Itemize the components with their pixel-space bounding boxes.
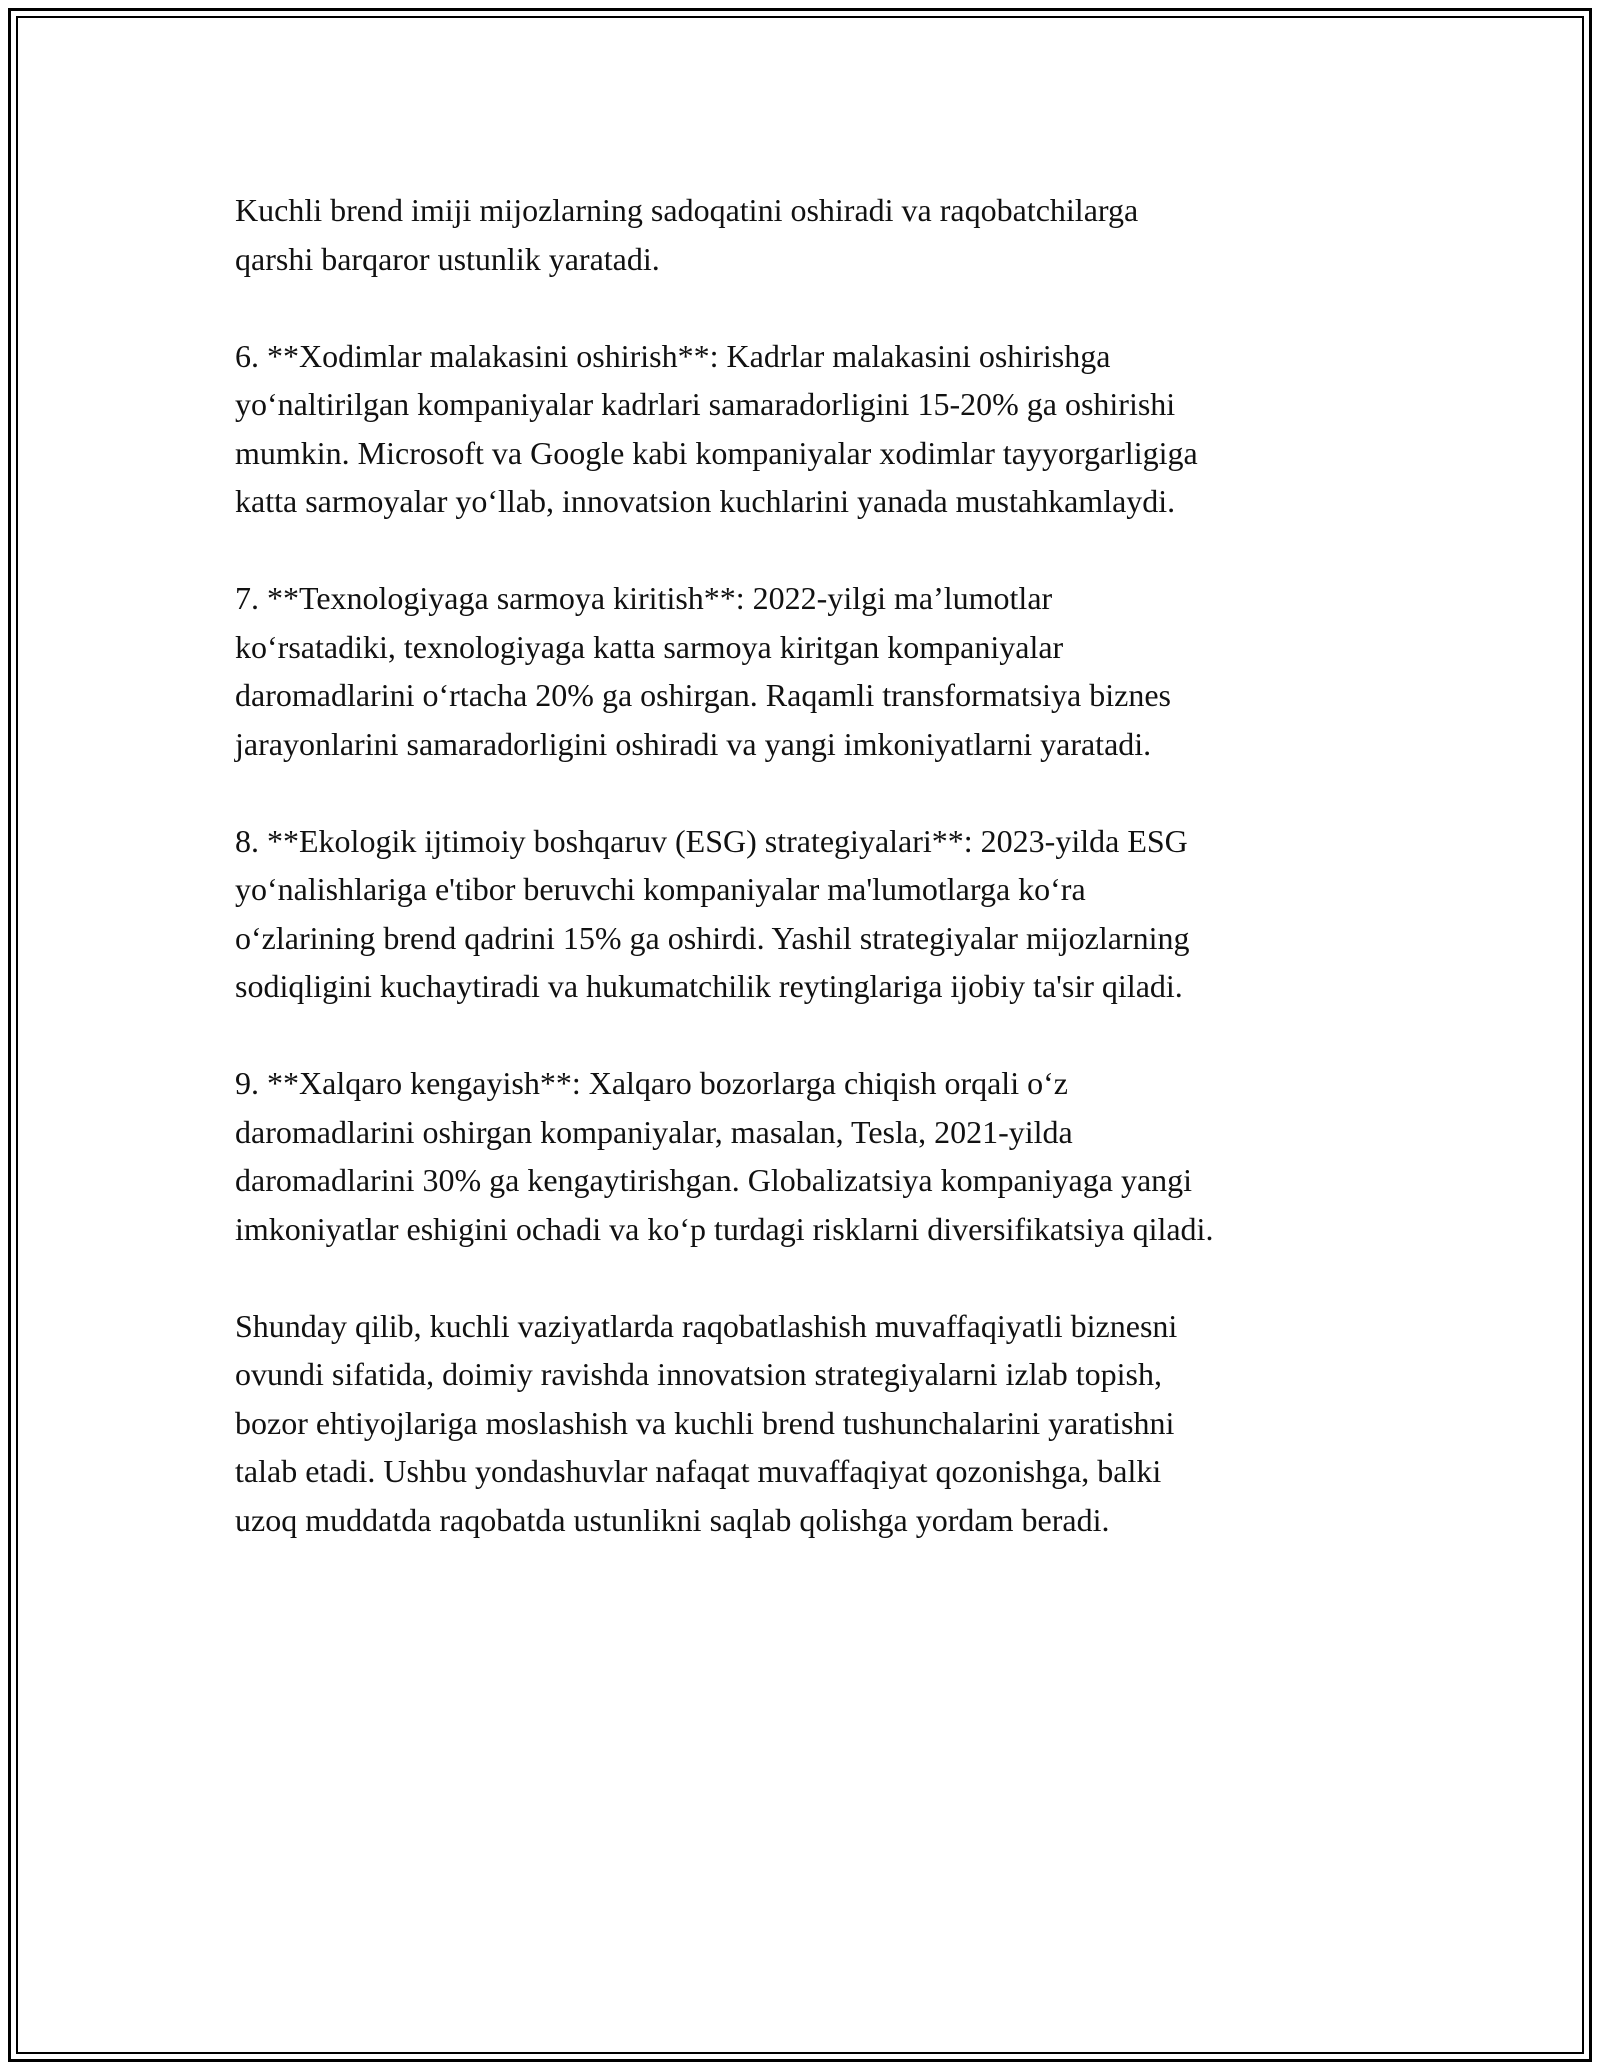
paragraph-item-7 xyxy=(235,574,1375,768)
text-line: katta sarmoyalar yo‘llab, innovatsion kuchlarini yanada mustahkamlaydi. xyxy=(235,483,1176,519)
text-line: daromadlarini 30% ga kengaytirishgan. Globalizatsiya kompaniyaga yangi xyxy=(235,1162,1193,1198)
text-line: 7. **Texnologiyaga sarmoya kiritish**: 2022-yilgi ma’lumotlar xyxy=(235,580,1053,616)
text-line: uzoq muddatda raqobatda ustunlikni saqlab qolishga yordam beradi. xyxy=(235,1501,1110,1538)
paragraph-item-9 xyxy=(235,1059,1375,1253)
text-line: 9. **Xalqaro kengayish**: Xalqaro bozorlarga chiqish orqali o‘z xyxy=(235,1065,1068,1101)
text-line: yo‘naltirilgan kompaniyalar kadrlari samaradorligini 15-20% ga oshirishi xyxy=(235,386,1176,422)
paragraph-item-8 xyxy=(235,817,1375,1011)
text-line: jarayonlarini samaradorligini oshiradi va yangi imkoniyatlarni yaratadi. xyxy=(235,725,1152,762)
text-line: yo‘nalishlariga e'tibor beruvchi kompaniyalar ma'lumotlarga ko‘ra xyxy=(235,871,1086,907)
text-line: sodiqligini kuchaytiradi va hukumatchilik reytinglariga ijobiy ta'sir qiladi. xyxy=(235,968,1183,1004)
text-line: imkoniyatlar eshigini ochadi va ko‘p turdagi risklarni diversifikatsiya qiladi. xyxy=(235,1210,1214,1247)
text-line: daromadlarini oshirgan kompaniyalar, masalan, Tesla, 2021-yilda xyxy=(235,1113,1073,1150)
text-line: Kuchli brend imiji mijozlarning sadoqatini oshiradi va raqobatchilarga xyxy=(235,192,1139,228)
text-line: ovundi sifatida, doimiy ravishda innovatsion strategiyalarni izlab topish, xyxy=(235,1356,1162,1392)
paragraph-conclusion xyxy=(235,1302,1375,1545)
document-body xyxy=(235,186,1375,1593)
paragraph-brand-image xyxy=(235,186,1375,283)
text-line: 8. **Ekologik ijtimoiy boshqaruv (ESG) strategiyalari**: 2023-yilda ESG xyxy=(235,822,1188,859)
text-line: 6. **Xodimlar malakasini oshirish**: Kadrlar malakasini oshirishga xyxy=(235,337,1111,374)
text-line: qarshi barqaror ustunlik yaratadi. xyxy=(235,240,660,277)
text-line: talab etadi. Ushbu yondashuvlar nafaqat muvaffaqiyat qozonishga, balki xyxy=(235,1453,1162,1489)
paragraph-item-6 xyxy=(235,332,1375,526)
text-line: o‘zlarining brend qadrini 15% ga oshirdi. Yashil strategiyalar mijozlarning xyxy=(235,919,1190,956)
text-line: bozor ehtiyojlariga moslashish va kuchli brend tushunchalarini yaratishni xyxy=(235,1404,1175,1441)
text-line: daromadlarini o‘rtacha 20% ga oshirgan. Raqamli transformatsiya biznes xyxy=(235,677,1171,713)
text-line: mumkin. Microsoft va Google kabi kompaniyalar xodimlar tayyorgarligiga xyxy=(235,434,1198,471)
text-line: ko‘rsatadiki, texnologiyaga katta sarmoya kiritgan kompaniyalar xyxy=(235,628,1064,665)
text-line: Shunday qilib, kuchli vaziyatlarda raqobatlashish muvaffaqiyatli biznesni xyxy=(235,1307,1178,1344)
